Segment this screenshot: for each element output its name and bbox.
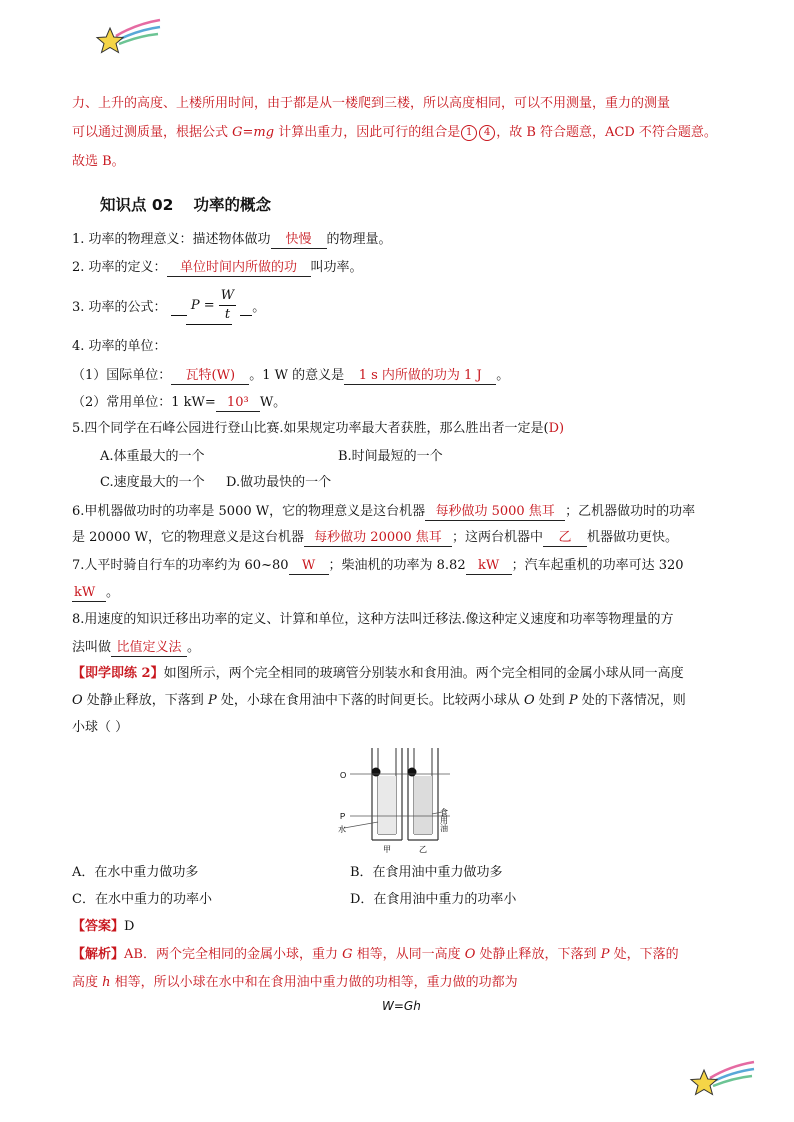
circled-number-4: 4	[479, 125, 495, 141]
practice-line-3: 小球（ ）	[72, 720, 129, 735]
answer-blank: 1 s 内所做的功为 1 J	[344, 368, 496, 385]
item-8-line-2: 法叫做 比值定义法 。	[72, 640, 201, 655]
item-5-option-d: D.做功最快的一个	[226, 475, 332, 490]
analysis-line-2: 高度 h 相等，所以小球在水中和在食用油中重力做的功相等，重力做的功都为	[72, 975, 518, 990]
label-o: O	[340, 771, 347, 780]
intro-line-2: 可以通过测质量，根据公式 G=mg 计算出重力，因此可行的组合是 1 4 ，故 B 符合题意，ACD 不符合题意。	[72, 125, 717, 140]
answer-blank: 每秒做功 5000 焦耳	[425, 504, 565, 521]
formula-underline	[186, 324, 232, 325]
item-4: 4. 功率的单位：	[72, 339, 167, 354]
item-1: 1. 功率的物理意义：描述物体做功 快慢 的物理量。	[72, 232, 392, 247]
item-2: 2. 功率的定义： 单位时间内所做的功 叫功率。	[72, 260, 363, 275]
shooting-star-icon	[686, 1056, 758, 1102]
answer-blank: 瓦特(W)	[171, 368, 249, 385]
item-5-option-b: B.时间最短的一个	[338, 449, 443, 464]
item-6-line-2: 是 20000 W，它的物理意义是这台机器 每秒做功 20000 焦耳 ；这两台机器中 乙 机器做功更快。	[72, 530, 679, 545]
intro-line-1: 力、上升的高度、上楼所用时间，由于都是从一楼爬到三楼，所以高度相同，可以不用测量，重力的测量	[72, 96, 671, 111]
answer-blank: 比值定义法	[111, 640, 187, 657]
item-4-2: （2）常用单位：1 kW= 10³ W。	[72, 395, 287, 410]
option-d: D．在食用油中重力的功率小	[350, 892, 517, 907]
practice-line-2: O 处静止释放，下落到 P 处，小球在食用油中下落的时间更长。比较两小球从 O 处到 P 处的下落情况，则	[72, 693, 686, 708]
label-oil: 食用油	[439, 808, 449, 832]
glass-tubes-figure	[338, 744, 468, 854]
answer-blank: 单位时间内所做的功	[167, 260, 311, 277]
shooting-star-icon	[92, 14, 164, 60]
intro-line-3: 故选 B。	[72, 154, 125, 169]
item-5: 5.四个同学在石峰公园进行登山比赛.如果规定功率最大者获胜，那么胜出者一定是(D)	[72, 421, 565, 436]
option-a: A．在水中重力做功多	[72, 865, 199, 880]
item-8-line-1: 8.用速度的知识迁移出功率的定义、计算和单位，这种方法叫迁移法.像这种定义速度和功率等物理量的方	[72, 612, 674, 627]
answer-blank: 每秒做功 20000 焦耳	[304, 530, 452, 547]
label-jia: 甲	[383, 845, 391, 854]
item-4-1: （1）国际单位： 瓦特(W) 。1 W 的意义是 1 s 内所做的功为 1 J 。	[72, 368, 510, 383]
label-yi: 乙	[419, 845, 427, 854]
answer-blank: 快慢	[271, 232, 327, 249]
item-3: 3. 功率的公式： P = $\frac{W}{t}$ 。	[72, 288, 266, 322]
analysis-line-1: 【解析】AB．两个完全相同的金属小球，重力 G 相等，从同一高度 O 处静止释放，下落到 P 处，下落的	[72, 947, 679, 962]
practice-line-1: 【即学即练 2】如图所示，两个完全相同的玻璃管分别装水和食用油。两个完全相同的金属小球从同一高度	[72, 666, 684, 681]
item-6-line-1: 6.甲机器做功时的功率是 5000 W，它的物理意义是这台机器 每秒做功 5000 焦耳 ；乙机器做功时的功率	[72, 504, 696, 519]
answer-blank: W	[289, 558, 329, 575]
label-p: P	[340, 812, 346, 821]
option-c: C．在水中重力的功率小	[72, 892, 212, 907]
item-7-line-2: kW 。	[74, 585, 120, 600]
circled-number-1: 1	[461, 125, 477, 141]
practice-label: 【即学即练 2】	[72, 666, 164, 681]
item-5-option-c: C.速度最大的一个	[100, 475, 205, 490]
option-b: B．在食用油中重力做功多	[350, 865, 503, 880]
answer-blank: kW	[466, 558, 512, 575]
answer-blank: 乙	[543, 530, 587, 547]
answer-blank: 10³	[216, 395, 260, 412]
section-heading: 知识点 02 功率的概念	[100, 196, 271, 214]
label-water: 水	[338, 825, 346, 834]
item-7-line-1: 7.人平时骑自行车的功率约为 60~80 W ；柴油机的功率为 8.82 kW ；汽车起重机的功率可达 320	[72, 558, 684, 573]
work-formula: W=Gh	[382, 999, 421, 1013]
power-formula-fraction: $\frac{W}{t}$	[220, 288, 235, 322]
answer-line: 【答案】D	[72, 919, 135, 934]
answer-blank: kW	[72, 585, 106, 602]
item-5-option-a: A.体重最大的一个	[100, 449, 205, 464]
